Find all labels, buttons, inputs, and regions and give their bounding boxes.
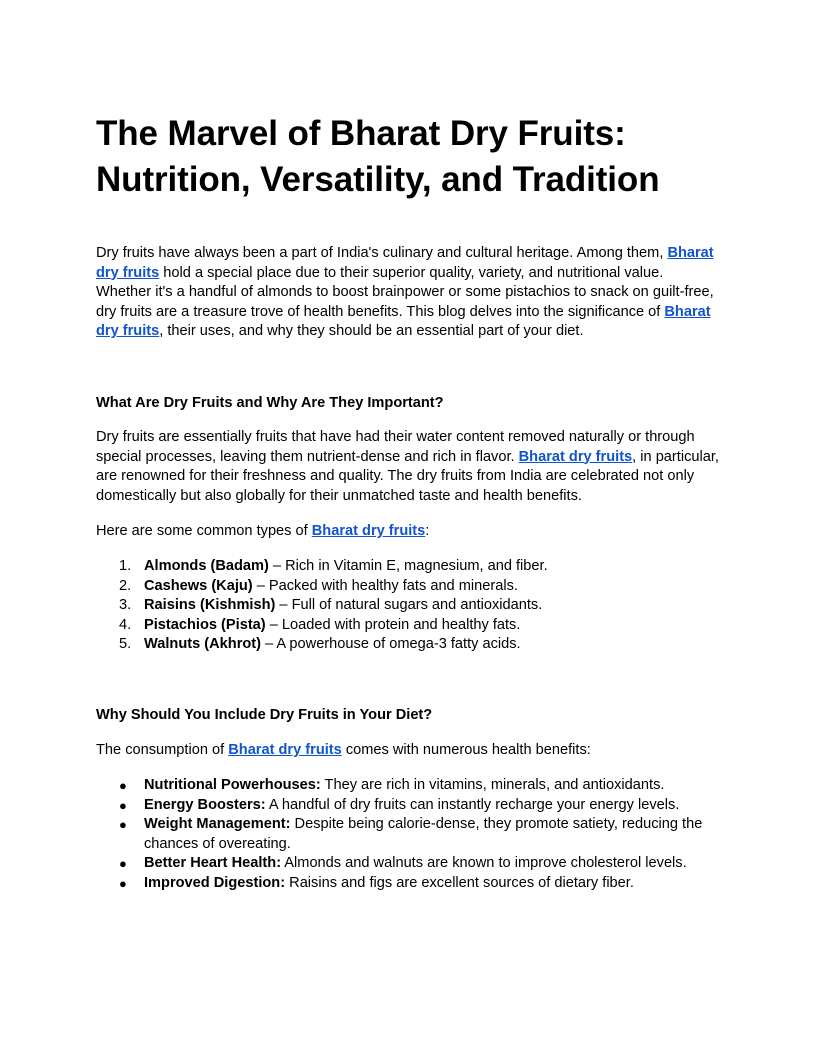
bullet-icon: ● [119,875,127,891]
list-item-desc: – Loaded with protein and healthy fats. [265,616,521,633]
title-line-1: The Marvel of Bharat Dry Fruits: [96,114,626,153]
list-number: 2. [119,577,132,594]
list-item [96,796,720,816]
section1-text-1: Dry fruits are essentially fruits that have had their water content removed naturally or through special processes, leaving them nutrient-dense and rich in flavor. [96,429,695,465]
list-item [96,854,720,874]
intro-paragraph [96,244,720,342]
bharat-dry-fruits-link-5[interactable]: Bharat dry fruits [228,742,342,758]
intro-text-3: , their uses, and why they should be an essential part of your diet. [159,323,584,339]
section1-text-2: , in particular, are renowned for their freshness and quality. The dry fruits from India are celebrated not only domestically but also globally for their unmatched taste and health benefits. [96,448,719,504]
list-item [96,577,720,597]
bullet-icon: ● [119,817,127,832]
benefit-name: Better Heart Health: [144,855,282,871]
benefits-list [96,776,720,893]
list-item [96,776,720,796]
bullet-icon: ● [119,856,127,871]
types-intro-text-2: : [425,523,430,539]
list-item [96,874,720,894]
list-item-name: Cashews (Kaju) [144,577,253,594]
bullet-icon: ● [119,778,127,793]
section2-intro-text-1: The consumption of [96,742,229,758]
types-intro [96,522,720,542]
list-item-desc: – Packed with healthy fats and minerals. [252,577,518,594]
list-item-name: Walnuts (Akhrot) [144,636,262,652]
title-line-2: Nutrition, Versatility, and Tradition [96,160,660,199]
bharat-dry-fruits-link-2[interactable]: Bharat dry fruits [96,303,711,339]
benefit-name: Improved Digestion: [144,874,286,891]
benefit-desc: A handful of dry fruits can instantly recharge your energy levels. [265,796,680,813]
section-heading-what-are-dry-fruits: What Are Dry Fruits and Why Are They Important? [96,395,444,411]
list-number: 4. [119,616,132,633]
section2-intro [96,741,720,761]
list-item [96,557,720,577]
page-title [96,111,720,203]
dry-fruit-types-list [96,557,720,655]
types-intro-text-1: Here are some common types of [96,523,312,539]
benefit-desc: They are rich in vitamins, minerals, and antioxidants. [320,777,665,793]
benefit-name: Weight Management: [144,816,291,832]
list-item [96,815,720,854]
list-item-desc: – A powerhouse of omega-3 fatty acids. [261,636,521,652]
section2-intro-text-2: comes with numerous health benefits: [341,742,591,758]
benefit-desc: Almonds and walnuts are known to improve cholesterol levels. [281,855,687,871]
benefit-desc: Raisins and figs are excellent sources of dietary fiber. [285,874,634,891]
benefit-name: Nutritional Powerhouses: [144,777,321,793]
bullet-icon: ● [119,797,127,813]
intro-text-2: hold a special place due to their superior quality, variety, and nutritional value. Whether it's a handful of almonds to boost brainpower or some pistachios to snack on guilt-free, dry fruits are a treasure trove of health benefits. This blog delves into the significance of [96,264,714,320]
section-heading-why-include: Why Should You Include Dry Fruits in Your Diet? [96,707,433,723]
list-item-name: Pistachios (Pista) [144,616,266,633]
list-item-desc: – Full of natural sugars and antioxidants. [275,597,543,613]
bharat-dry-fruits-link-3[interactable]: Bharat dry fruits [518,448,633,465]
list-item [96,616,720,636]
intro-text-1: Dry fruits have always been a part of India's culinary and cultural heritage. Among them, [96,245,668,261]
list-item-desc: – Rich in Vitamin E, magnesium, and fiber. [268,558,548,574]
section1-paragraph [96,428,720,506]
list-item [96,635,720,655]
benefit-desc: Despite being calorie-dense, they promote satiety, reducing the chances of overeating. [144,816,703,852]
list-item [96,596,720,616]
list-number: 5. [119,636,132,652]
benefit-name: Energy Boosters: [144,796,266,813]
list-item-name: Almonds (Badam) [144,558,269,574]
bharat-dry-fruits-link-1[interactable]: Bharat dry fruits [96,245,714,281]
bharat-dry-fruits-link-4[interactable]: Bharat dry fruits [311,523,426,539]
list-number: 1. [119,558,132,574]
list-number: 3. [119,597,132,613]
list-item-name: Raisins (Kishmish) [144,597,276,613]
